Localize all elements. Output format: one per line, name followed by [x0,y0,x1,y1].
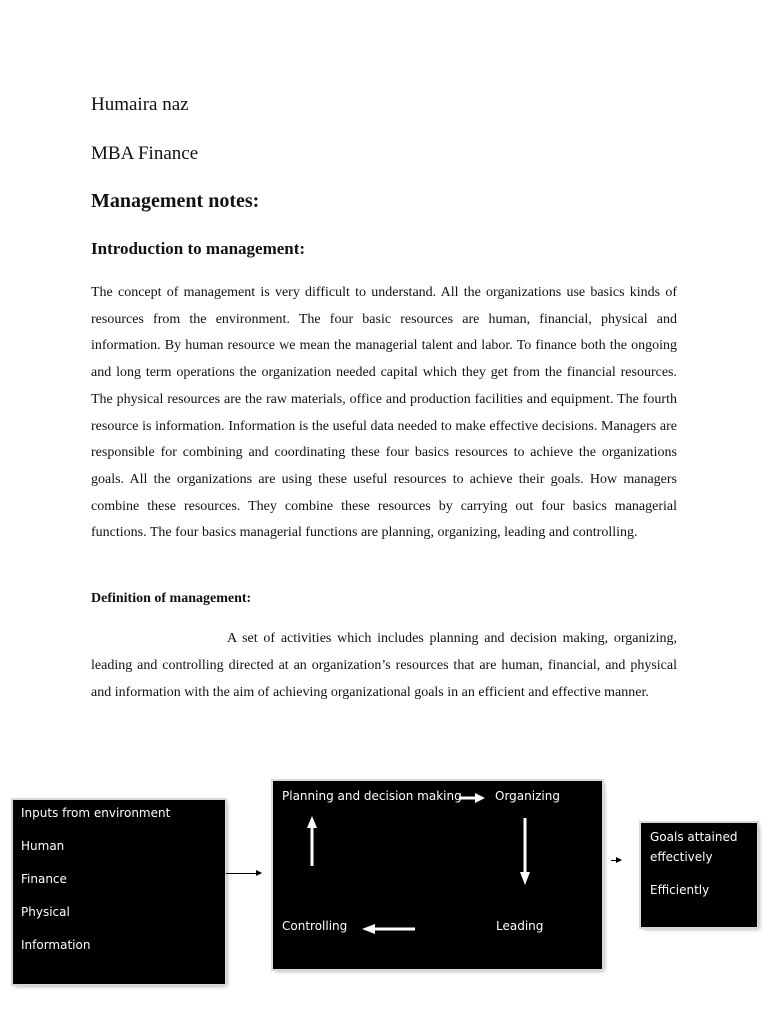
author-name: Humaira naz [91,94,189,115]
inputs-title: Inputs from environment [21,806,171,820]
planning-label: Planning and decision making [282,789,462,803]
definition-paragraph: A set of activities which includes planning and decision making, organizing, leading and controlling directed at an organization’s resources that are human, financial, and physical and information with the aim of achieving organizational goals in an efficient and effective manner. [91,631,677,700]
input-item-human: Human [21,839,65,853]
leading-label: Leading [496,919,544,933]
intro-paragraph: The concept of management is very difficult to understand. All the organizations use basics kinds of resources from the environment. The four basic resources are human, financial, physical and information. By human resource we mean the managerial talent and labor. To finance both the ongoing and long term operations the organization needed capital which they get from the financial resources. The physical resources are the raw materials, office and production facilities and equipment. The fourth resource is information. Information is the useful data needed to make effective decisions. Managers are responsible for combining and coordinating these four basics resources to achieve the organizations goals. All the organizations are using these useful resources to achieve their goals. How managers combine these resources. They combine these resources by carrying out four basics managerial functions. The four basics managerial functions are planning, organizing, leading and controlling. [91,285,677,541]
input-item-physical: Physical [21,905,70,919]
definition-heading: Definition of management: [91,591,252,606]
goals-line-3: Efficiently [650,883,710,897]
process-arrows [273,781,602,969]
arrow-organizing-to-leading [520,818,530,885]
arrow-planning-to-organizing [459,793,485,803]
goals-line-1: Goals attained [650,830,738,844]
goals-box [641,823,757,927]
program-name: MBA Finance [91,143,199,164]
controlling-label: Controlling [282,919,348,933]
arrow-process-to-goals [611,860,621,861]
goals-line-2: effectively [650,850,713,864]
inputs-box [13,800,225,984]
section-heading: Introduction to management: [91,239,306,258]
arrow-inputs-to-process [226,873,261,874]
arrow-leading-to-controlling [362,924,415,934]
process-box [273,781,602,969]
input-item-information: Information [21,938,91,952]
input-item-finance: Finance [21,872,67,886]
arrow-controlling-to-planning [307,816,317,866]
organizing-label: Organizing [495,789,560,803]
document-title: Management notes: [91,190,260,212]
